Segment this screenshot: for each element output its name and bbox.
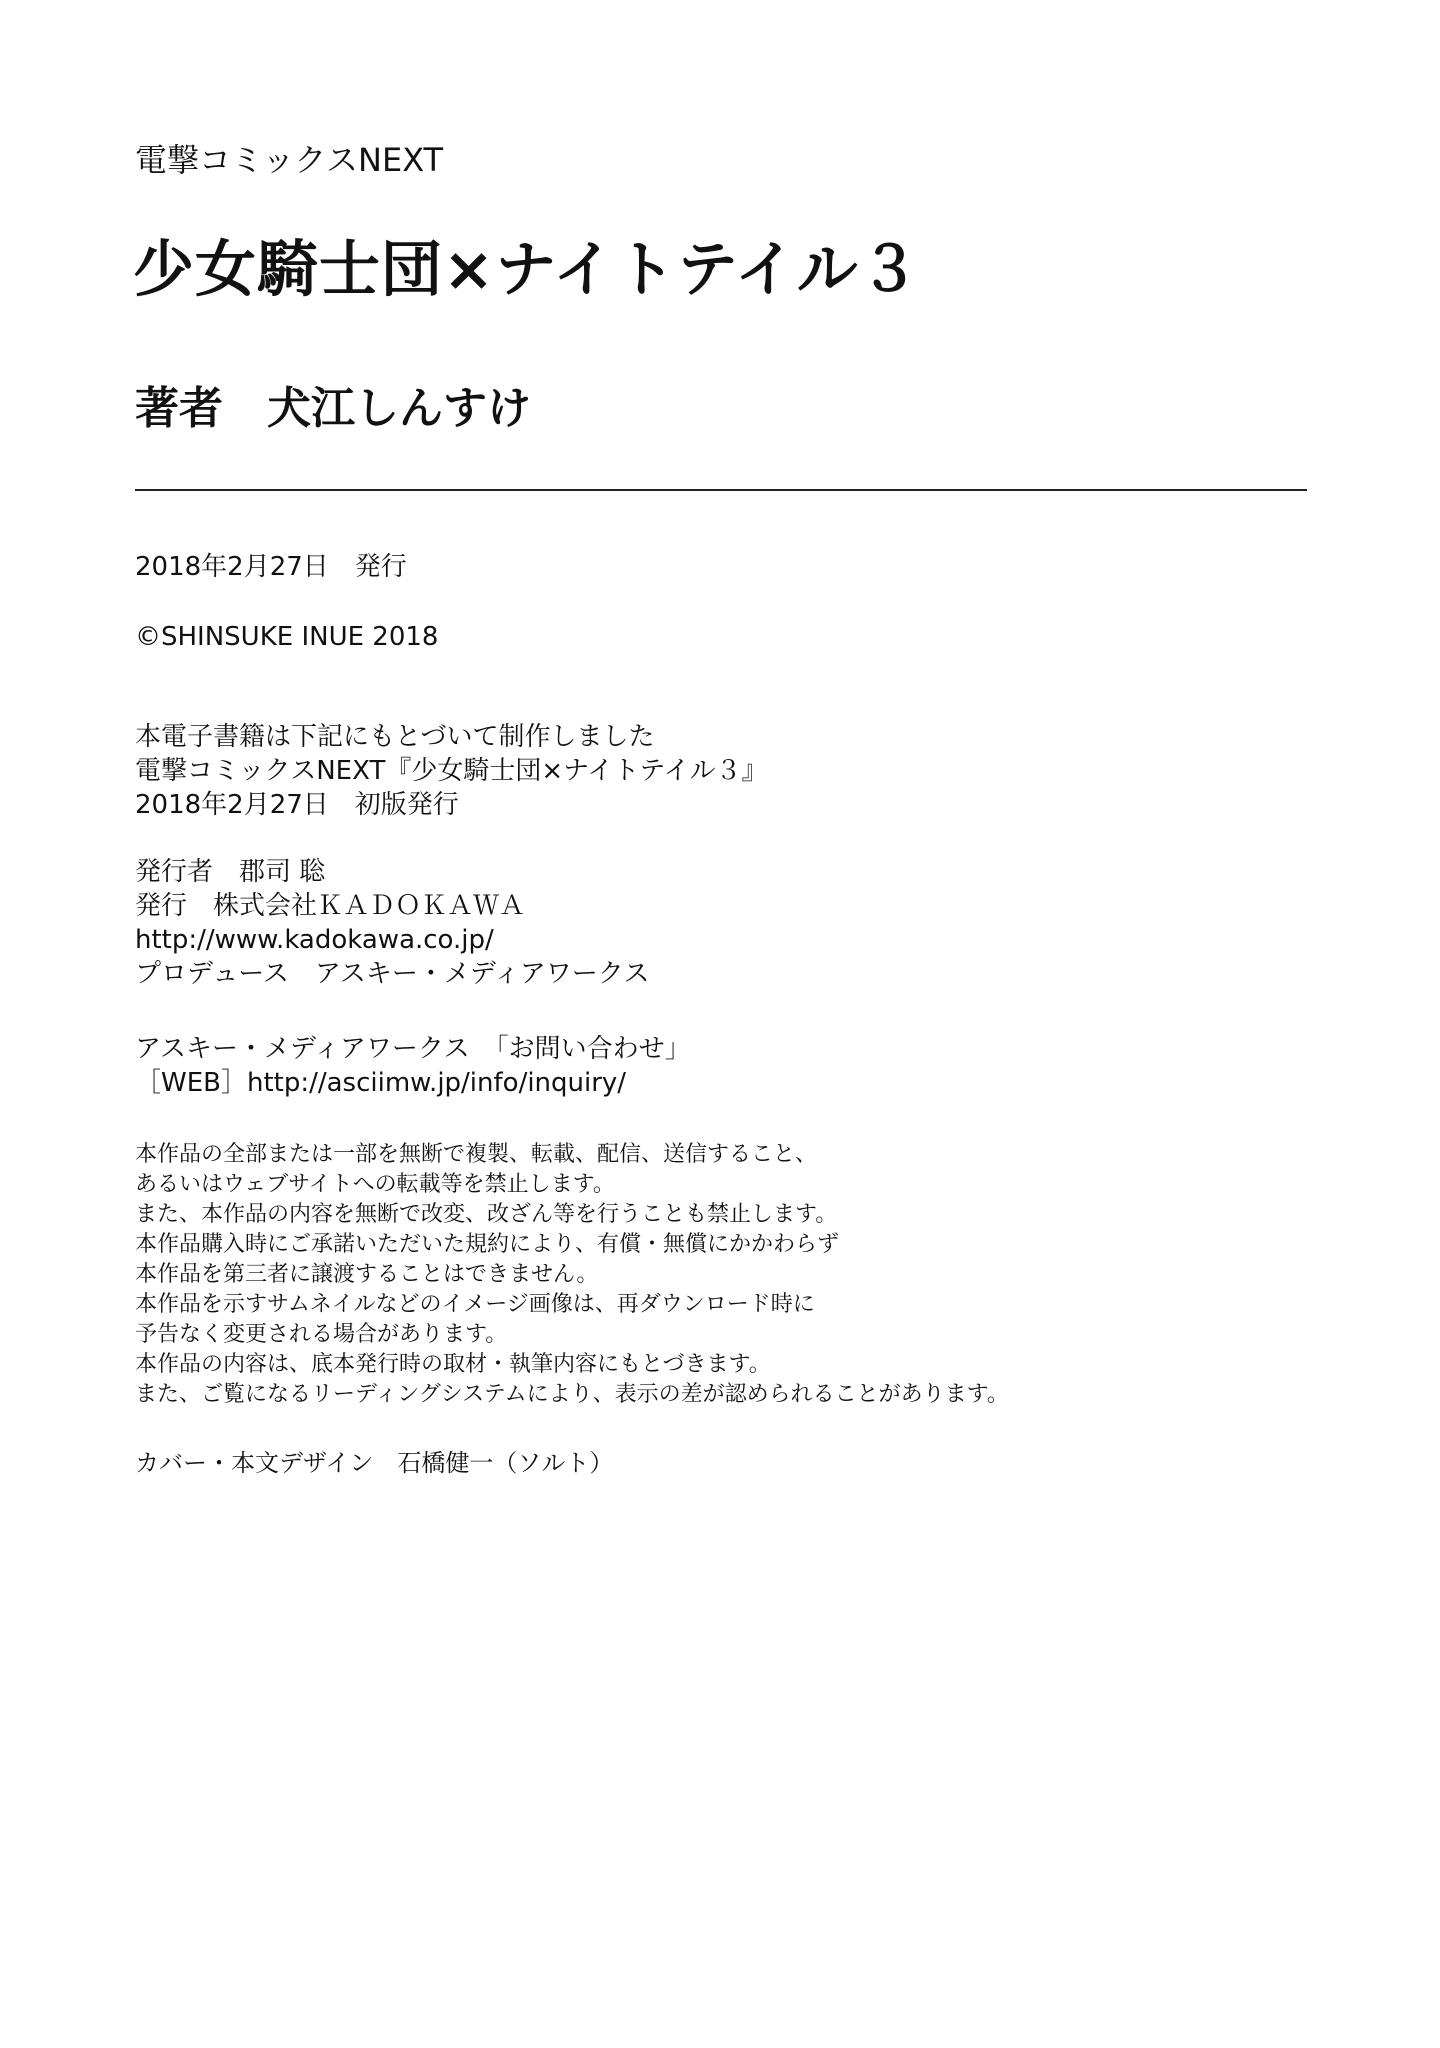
source-edition-line: 2018年2月27日 初版発行: [135, 790, 459, 820]
legal-notice-line: 予告なく変更される場合があります。: [135, 1322, 508, 1347]
book-title: 少女騎士団×ナイトテイル３: [133, 234, 921, 305]
legal-notice-line: 本作品を示すサムネイルなどのイメージ画像は、再ダウンロード時に: [135, 1292, 815, 1317]
legal-notice-line: 本作品購入時にご承諾いただいた規約により、有償・無償にかかわらず: [135, 1232, 840, 1257]
publisher-company-line: 発行 株式会社ＫＡＤＯＫＡＷＡ: [135, 891, 526, 921]
publisher-url: http://www.kadokawa.co.jp/: [135, 925, 494, 955]
publication-date: 2018年2月27日 発行: [135, 552, 407, 582]
author-name: 犬江しんすけ: [267, 383, 531, 434]
imprint-label: 電撃コミックスNEXT: [135, 141, 444, 179]
legal-notice-line: あるいはウェブサイトへの転載等を禁止します。: [135, 1172, 615, 1197]
credits-block: [135, 855, 650, 991]
source-edition-block: [135, 720, 767, 822]
design-credit: カバー・本文デザイン 石橋健一（ソルト）: [135, 1449, 614, 1477]
legal-notice-line: 本作品を第三者に譲渡することはできません。: [135, 1262, 599, 1287]
author-prefix: 著者: [135, 383, 223, 434]
source-edition-line: 本電子書籍は下記にもとづいて制作しました: [135, 722, 655, 752]
publisher-person-line: 発行者 郡司 聡: [135, 857, 326, 887]
divider-line: [135, 489, 1307, 491]
copyright-line: ©SHINSUKE INUE 2018: [135, 622, 439, 652]
source-edition-line: 電撃コミックスNEXT『少女騎士団×ナイトテイル３』: [135, 756, 768, 786]
legal-notice-line: また、本作品の内容を無断で改変、改ざん等を行うことも禁止します。: [135, 1202, 838, 1227]
legal-notice-block: [135, 1140, 1009, 1410]
contact-heading: アスキー・メディアワークス 「お問い合わせ」: [135, 1034, 691, 1064]
legal-notice-line: また、ご覧になるリーディングシステムにより、表示の差が認められることがあります。: [135, 1382, 1009, 1407]
producer-line: プロデュース アスキー・メディアワークス: [135, 959, 650, 989]
contact-block: [135, 1032, 691, 1100]
contact-url: ［WEB］http://asciimw.jp/info/inquiry/: [135, 1068, 627, 1098]
legal-notice-line: 本作品の全部または一部を無断で複製、転載、配信、送信すること、: [135, 1142, 818, 1167]
author-line: [135, 381, 531, 437]
legal-notice-line: 本作品の内容は、底本発行時の取材・執筆内容にもとづきます。: [135, 1352, 771, 1377]
